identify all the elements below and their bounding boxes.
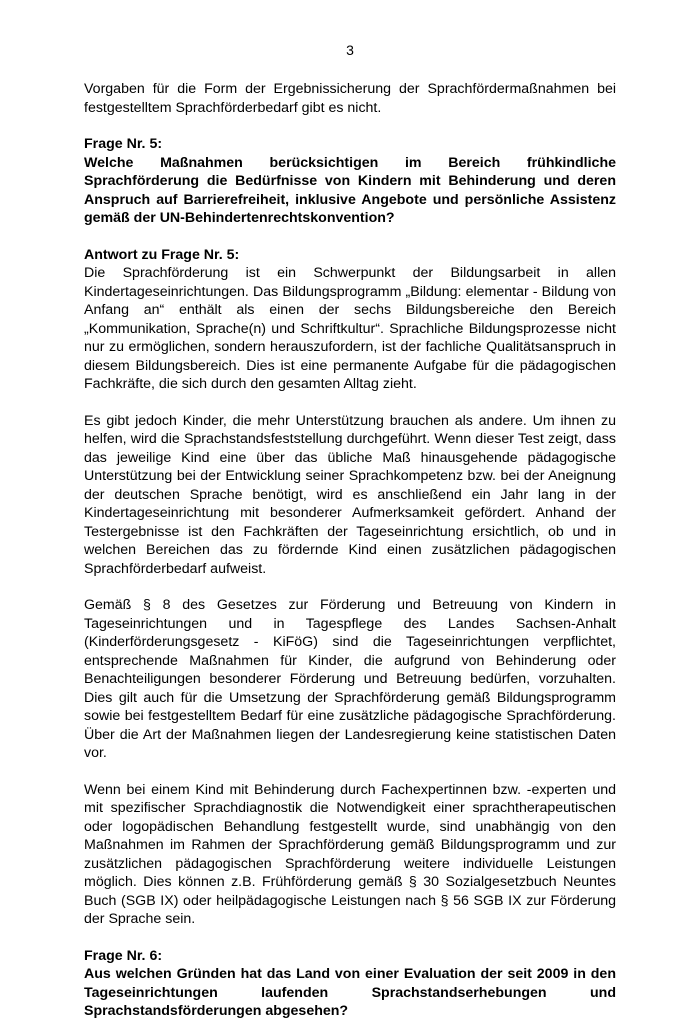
document-body — [84, 80, 616, 1021]
antwort5-paragraph-1: Die Sprachförderung ist ein Schwerpunkt der Bildungsarbeit in allen Kindertageseinrichtungen. Das Bildungsprogramm „Bildung: elementar - Bildung von Anfang an“ enthält als einen der sechs Bildungsbereiche den Bereich „Kommunikation, Sprache(n) und Schriftkultur“. Sprachliche Bildungsprozesse nicht nur zu ermöglichen, sondern herauszufordern, ist der fachliche Qualitätsanspruch in diesem Bildungsbereich. Dies ist eine permanente Aufgabe für die pädagogischen Fachkräfte, die sich durch den gesamten Alltag zieht. — [84, 265, 616, 392]
frage5-label: Frage Nr. 5: — [84, 136, 163, 152]
intro-paragraph: Vorgaben für die Form der Ergebnissicherung der Sprachfördermaßnahmen bei festgestelltem Sprachförderbedarf gibt es nicht. — [84, 81, 616, 116]
frage6-text: Aus welchen Gründen hat das Land von einer Evaluation der seit 2009 in den Tageseinrichtungen laufenden Sprachstandserhebungen und Sprachstandsförderungen abgesehen? — [84, 966, 616, 1019]
antwort5-paragraph-4: Wenn bei einem Kind mit Behinderung durch Fachexpertinnen bzw. -experten und mit spezifischer Sprachdiagnostik die Notwendigkeit einer sprachtherapeutischen oder logopädischen Behandlung festgestellt wurde, sind unabhängig von den Maßnahmen im Rahmen der Sprachförderung gemäß Bildungsprogramm und zur zusätzlichen pädagogischen Sprachförderung weitere individuelle Leistungen möglich. Dies können z.B. Frühförderung gemäß § 30 Sozialgesetzbuch Neuntes Buch (SGB IX) oder heilpädagogische Leistungen nach § 56 SGB IX zur Förderung der Sprache sein. — [84, 781, 616, 927]
page-number: 3 — [346, 42, 354, 58]
antwort5-paragraph-3: Gemäß § 8 des Gesetzes zur Förderung und Betreuung von Kindern in Tageseinrichtungen und in Tagespflege des Landes Sachsen-Anhalt (Kinderförderungsgesetz - KiFöG) sind die Tageseinrichtungen verpflichtet, entsprechende Maßnahmen für Kinder, die aufgrund von Behinderung oder Benachteiligungen besonderer Förderung und Betreuung bedürfen, vorzuhalten. Dies gilt auch für die Umsetzung der Sprachförderung gemäß Bildungsprogramm sowie bei festgestelltem Bedarf für eine zusätzliche pädagogische Sprachförderung. Über die Art der Maßnahmen liegen der Landesregierung keine statistischen Daten vor. — [84, 597, 616, 761]
antwort5-label: Antwort zu Frage Nr. 5: — [84, 246, 240, 263]
frage6-label: Frage Nr. 6: — [84, 947, 163, 964]
frage5-text: Welche Maßnahmen berücksichtigen im Bereich frühkindliche Sprachförderung die Bedürfnisse von Kindern mit Behinderung und deren Anspruch auf Barrierefreiheit, inklusive Angebote und persönliche Assistenz gemäß der UN-Behindertenrechtskonvention? — [84, 154, 616, 226]
antwort5-paragraph-2: Es gibt jedoch Kinder, die mehr Unterstützung brauchen als andere. Um ihnen zu helfen, wird die Sprachstandsfeststellung durchgeführt. Wenn dieser Test zeigt, dass das jeweilige Kind eine über das übliche Maß hinausgehende pädagogische Unterstützung bei der Entwicklung seiner Sprachkompetenz bzw. bei der Aneignung der deutschen Sprache benötigt, wird es anschließend ein Jahr lang in der Kindertageseinrichtung mit besonderer Aufmerksamkeit gefördert. Anhand der Testergebnisse ist den Fachkräften der Tageseinrichtung ersichtlich, ob und in welchen Bereichen das zu fördernde Kind einen zusätzlichen pädagogischen Sprachförderbedarf aufweist. — [84, 412, 616, 577]
